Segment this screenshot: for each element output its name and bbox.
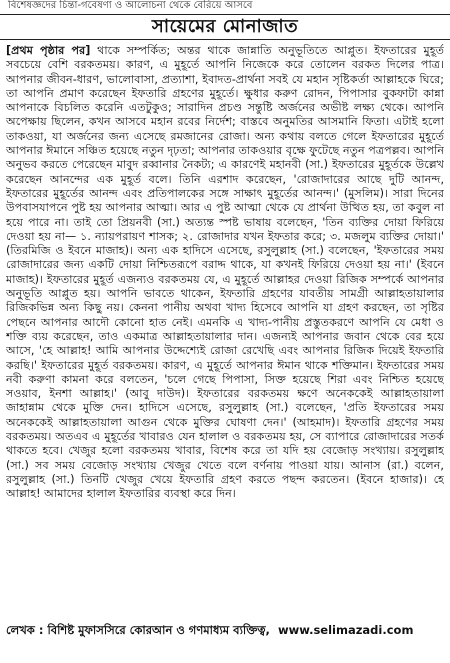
continuation-lead: [প্রথম পৃষ্ঠার পর] [6,44,91,57]
author-credit: লেখক : বিশিষ্ট মুফাসসিরে কোরআন ও গণমাধ্যম ব্যক্তিত্ব, [6,623,270,637]
article-paragraph [6,44,444,502]
article-text: থাকে সম্পর্কিত; অন্তর থাকে জান্নাতি অনুভূতিতে আপ্লুত। ইফতারের মুহূর্ত সবচেয়ে বেশি বরকতময়। কারণ, এ মুহূর্তে আপনি নিজেকে করে তোলেন বরকত দিলের পাত্র। আপনার জীবন-ধারণ, ভালোবাসা, প্রত্যাশা, ইবাদত-প্রার্থনা সবই যে মহান সৃষ্টিকর্তা আল্লাহকে ঘিরে; তা আপনি প্রমাণ করেছেন ইফতারি গ্রহণের মুহূর্তে। ক্ষুধার করুণ রোদন, পিপাসার বুকফাটা কান্না আপনাকে বিচলিত করেনি এতটুকুও; সারাদিন প্রচণ্ড সন্তুষ্টি অর্জনের অভীষ্ট লক্ষ্য থেকে। আপনি অপেক্ষায় ছিলেন, কখন আসবে মহান রবের নির্দেশ; বাস্তবে অনুমতির আসমানি ফিতা। এটাই হলো তাকওয়া, যা অর্জনের জন্য এসেছে রমজানের রোজা। অন্য কথায় বলতে গেলে ইফতারের মুহূর্তে আপনার ঈমানে সঞ্চিত হয়েছে নতুন দৃঢ়তা; আপনার তাকওয়ার বৃক্ষে ফুটেছে নতুন পত্রপল্লব। আপনি অনুভব করতে পেরেছেন মাবুদ রব্বানার নৈকট্য; এ কারণেই মহানবী (সা.) ইফতারের মুহূর্তকে উল্লেখ করেছেন আনন্দের এক মুহূর্ত বলে। তিনি এরশাদ করেছেন, 'রোজাদারের আছে দুটি আনন্দ, ইফতারের মুহূর্তের আনন্দ এবং প্রতিপালকের সঙ্গে সাক্ষাৎ মুহূর্তের আনন্দ।' (মুসলিম)। সারা দিনের উপবাসযাপনে পুষ্ট হয় আপনার আত্মা। আর এ পুষ্ট আত্মা থেকে যে প্রার্থনা উত্থিত হয়, তা কবুল না হয়ে পারে না। তাই তো প্রিয়নবী (সা.) অত্যন্ত স্পষ্ট ভাষায় বলেছেন, 'তিন ব্যক্তির দোয়া ফিরিয়ে দেওয়া হয় না— ১. ন্যায়পরায়ণ শাসক; ২. রোজাদার যখন ইফতার করে; ৩. মজলুম ব্যক্তির দোয়া।' (তিরমিজি ও ইবনে মাজাহ)। অন্য এক হাদিসে এসেছে, রসুলুল্লাহ (সা.) বলেছেন, 'ইফতারের সময় রোজাদারের জন্য একটি দোয়া নিশ্চিতরূপে বরাদ্দ থাকে, যা কখনই ফিরিয়ে দেওয়া হয় না।' (ইবনে মাজাহ)। ইফতারের মুহূর্ত এজন্যও বরকতময় যে, এ মুহূর্তে আল্লাহর দেওয়া রিজিক সম্পর্কে আপনার অনুভূতি আপ্লুত হয়। আপনি ভাবতে থাকেন, ইফতারি গ্রহণের যাবতীয় সামগ্রী আল্লাহতায়ালার রিজিকভিন্ন অন্য কিছু নয়। কেননা পানীয় অথবা খাদ্য হিসেবে আপনি যা গ্রহণ করছেন, তা সৃষ্টির পেছনে আপনার আদৌ কোনো হাত নেই। এমনকি এ খাদ্য-পানীয় প্রস্তুতকরণে আপনি যে মেধা ও শক্তি ব্যয় করেছেন, তাও একমাত্র আল্লাহতায়ালার দান। এজন্যই আপনার জবান থেকে বের হয়ে আসে, 'হে আল্লাহ! আমি আপনার উদ্দেশ্যেই রোজা রেখেছি এবং আপনার রিজিক দিয়েই ইফতারি করছি।' ইফতারের মুহূর্ত বরকতময়। কারণ, এ মুহূর্তে আপনার ঈমান থাকে শক্তিমান। ইফতারের সময় নবী করুণা কামনা করে বলতেন, 'চলে গেছে পিপাসা, সিক্ত হয়েছে শিরা এবং নিশ্চিত হয়েছে সওয়াব, ইনশা আল্লাহ।' (আবু দাউদ)। ইফতারের বরকতময় ক্ষণে অনেককেই আল্লাহতায়ালা জাহান্নাম থেকে মুক্তি দেন। হাদিসে এসেছে, রসুলুল্লাহ (সা.) বলেছেন, 'প্রতি ইফতারের সময় অনেককেই আল্লাহতায়ালা আগুন থেকে মুক্তির ঘোষণা দেন।' (আহমাদ)। ইফতারি গ্রহণের সময় বরকতময়। অতএব এ মুহূর্তের খাবারও যেন হালাল ও বরকতময় হয়, সে ব্যাপারে রোজাদারের সতর্ক থাকতে হবে। খেজুর হলো বরকতময় খাবার, বিশেষ করে তা যদি হয় বেজোড় সংখ্যায়। রসুলুল্লাহ (সা.) সব সময় বেজোড় সংখ্যায় খেজুর খেতে বলে বর্ণনায় পাওয়া যায়। আনাস (রা.) বলেন, রসুলুল্লাহ (সা.) তিনটি খেজুর খেয়ে ইফতারি গ্রহণ করতে পছন্দ করতেন। (ইবনে হাজার)। হে আল্লাহ! আমাদের হালাল ইফতারির ব্যবস্থা করে দিন। [6,44,444,501]
article-body [6,44,444,618]
byline [6,622,444,638]
top-strip-text: বিশেষজ্ঞদের চিন্তা-গবেষণা ও আলোচনা থেকে বেরিয়ে আসবে [8,0,253,11]
author-website: www.selimazadi.com [277,623,414,637]
title-bar [0,14,450,40]
article-title: সায়েমের মোনাজাত [151,15,299,37]
